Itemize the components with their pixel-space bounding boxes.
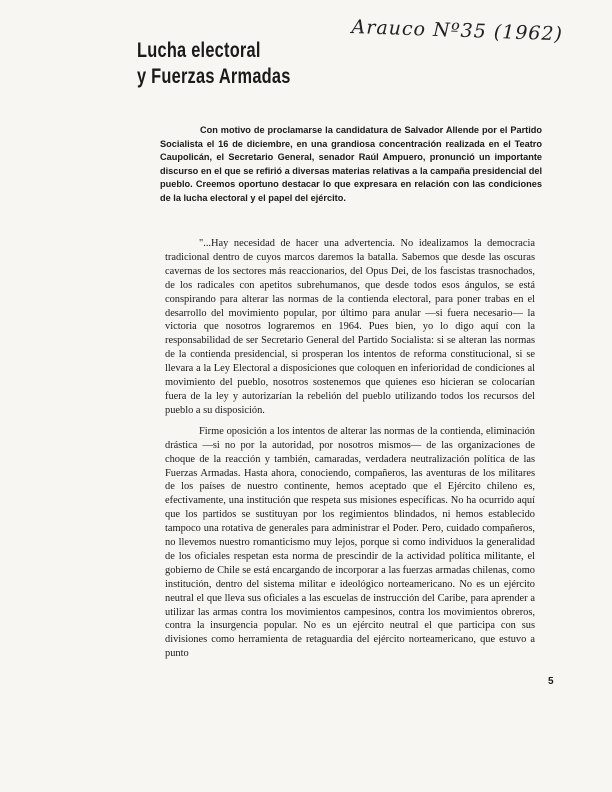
title-line-1: Lucha electoral xyxy=(137,39,261,62)
body-paragraph-2: Firme oposición a los intentos de alterar las normas de la contienda, eliminación drástica —si no por la autoridad, por nosotros mismos— de las organizaciones de choque de la reacción y también, camaradas, verdadera neutralización política de las Fuerzas Armadas. Hasta ahora, conociendo, compañeros, las aventuras de los militares de los países de nuestro continente, hemos aceptado que el Ejército chileno es, efectivamente, una institución que respeta sus misiones específicas. No ha ocurrido aquí que los partidos se sustituyan por los regimientos blindados, ni hemos establecido tampoco una rotativa de generales para administrar el Poder. Pero, cuidado compañeros, no llevemos nuestro romanticismo muy lejos, porque si como individuos la generalidad de los oficiales respetan esta norma de prescindir de la actividad política militante, el gobierno de Chile se está encargando de incorporar a las fuerzas armadas chilenas, como institución, dentro del sistema militar e ideológico norteamericano. No es un ejército neutral el que lleva sus oficiales a las escuelas de instrucción del Caribe, para aprender a utilizar las armas contra los movimientos campesinos, contra los movimientos obreros, contra la insurgencia popular. No es un ejército neutral el que participa con sus divisiones como herramienta de retaguardia del ejército norteamericano, que estuvo a punto xyxy=(165,425,535,660)
body-paragraph-1: "...Hay necesidad de hacer una advertencia. No idealizamos la democracia tradicional dentro de cuyos marcos daremos la batalla. Sabemos que desde las oscuras cavernas de los sectores más reaccionarios, del Opus Dei, de los fascistas trasnochados, de los radicales con apetitos subrehumanos, que desde todos esos ángulos, se está conspirando para alterar las normas de la contienda electoral, para poner trabas en el desarrollo del movimiento popular, por último para anular —si fuera necesario— la victoria que nosotros lograremos en 1964. Pues bien, yo lo digo aquí con la responsabilidad de ser Secretario General del Partido Socialista: si se alteran las normas de la contienda presidencial, si prosperan los intentos de reforma constitucional, si se llevara a la Ley Electoral a disposiciones que coloquen en inferioridad de condiciones al movimiento del pueblo, nosotros sostenemos que quienes eso hicieran se colocarían fuera de la ley y autorizarían la rebelión del pueblo utilizando todos los recursos del pueblo a su disposición. xyxy=(165,238,535,416)
title-line-2: y Fuerzas Armadas xyxy=(137,65,291,88)
intro-paragraph: Con motivo de proclamarse la candidatura de Salvador Allende por el Partido Socialista el 16 de diciembre, en una grandiosa concentración realizada en el Teatro Caupolicán, el Secretario General, senador Raúl Ampuero, pronunció un importante discurso en el que se refirió a diversas materias relativas a la campaña presidencial del pueblo. Creemos oportuno destacar lo que expresara en relación con las condiciones de la lucha electoral y el papel del ejército. xyxy=(160,125,542,203)
page-number: 5 xyxy=(548,676,554,687)
article-body xyxy=(165,237,535,668)
article-title xyxy=(137,38,291,90)
handwritten-annotation: Arauco Nº35 (1962) xyxy=(351,16,564,46)
